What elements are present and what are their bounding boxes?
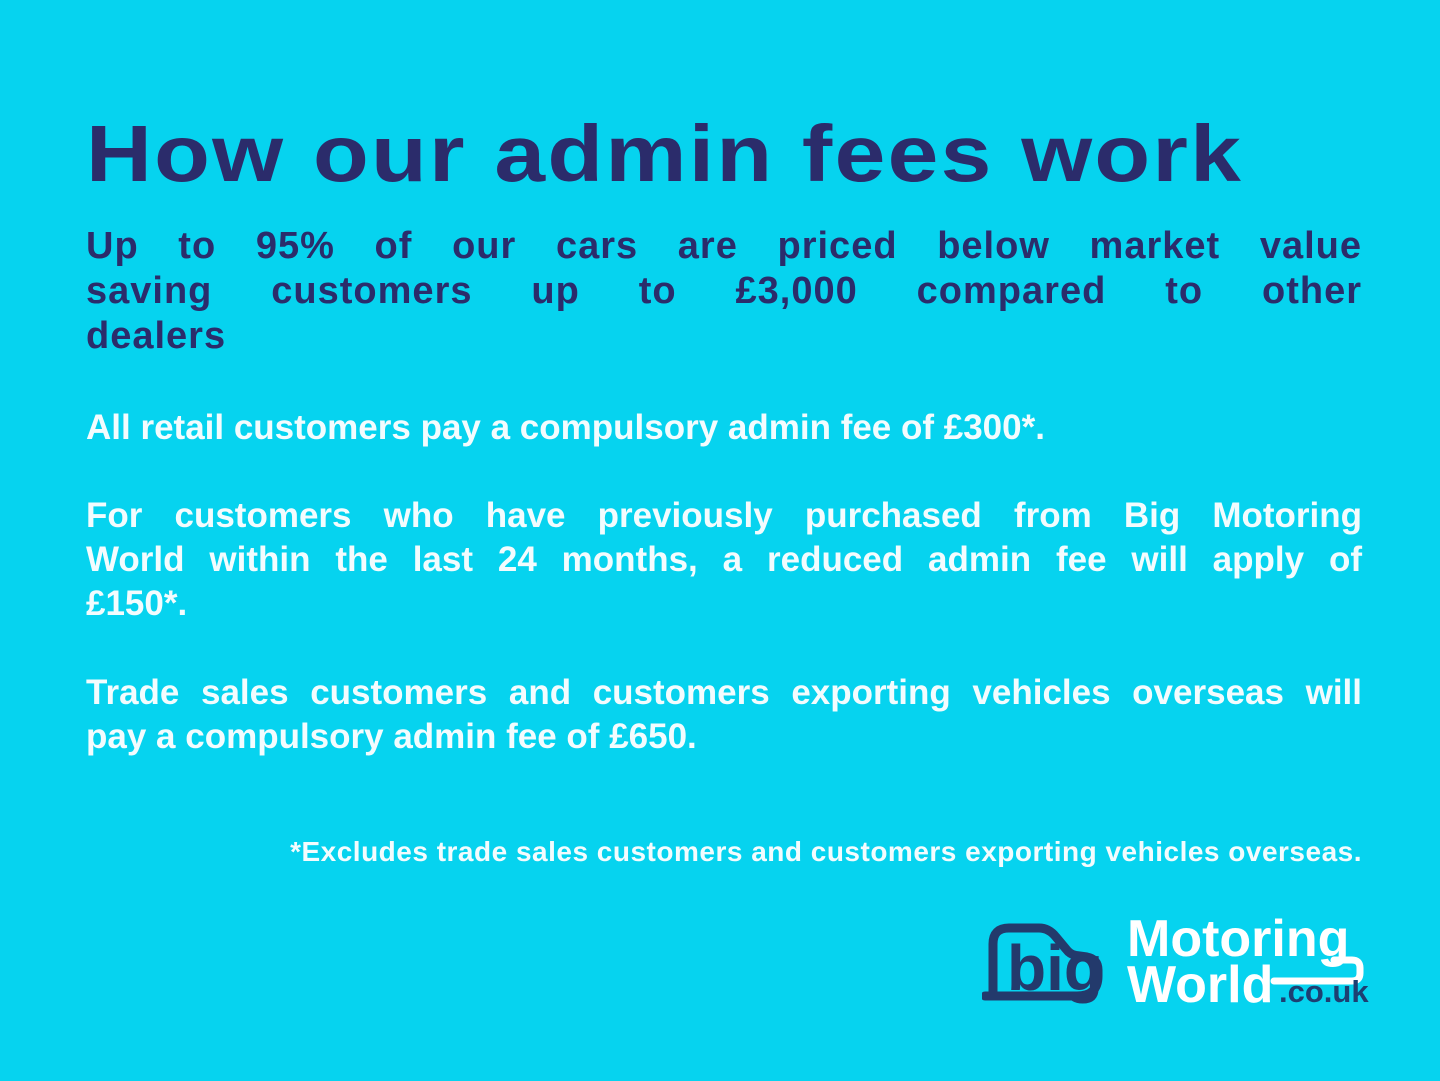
paragraph-trade-export-fee-line-1: Trade sales customers and customers exporting vehicles overseas will — [86, 673, 1362, 712]
logo-motoring-text: Motoring — [1127, 910, 1350, 968]
paragraph-retail-fee-line-1: All retail customers pay a compulsory admin fee of £300*. — [86, 408, 1045, 447]
logo-graphic — [982, 894, 1374, 1024]
logo-world-text: World — [1127, 956, 1274, 1014]
logo-big-text: big — [1007, 932, 1103, 1004]
paragraph-trade-export-fee — [86, 671, 1362, 759]
paragraph-trade-export-fee-line-2: pay a compulsory admin fee of £650. — [86, 717, 697, 756]
paragraph-returning-customer-fee — [86, 494, 1362, 626]
logo-couk-text: .co.uk — [1279, 974, 1369, 1009]
footnote: *Excludes trade sales customers and customers exporting vehicles overseas. — [290, 836, 1362, 867]
page-title: How our admin fees work — [86, 109, 1244, 198]
big-motoring-world-logo — [982, 894, 1374, 1024]
subheading-line-1: Up to 95% of our cars are priced below market value — [86, 225, 1362, 267]
subheading-line-2: saving customers up to £3,000 compared to other — [86, 270, 1362, 312]
paragraph-retail-fee — [86, 406, 1362, 450]
subheading — [86, 224, 1362, 359]
paragraph-returning-customer-fee-line-2: World within the last 24 months, a reduced admin fee will apply of — [86, 540, 1362, 579]
subheading-line-3: dealers — [86, 315, 227, 357]
paragraph-returning-customer-fee-line-3: £150*. — [86, 584, 188, 623]
paragraph-returning-customer-fee-line-1: For customers who have previously purchased from Big Motoring — [86, 496, 1362, 535]
